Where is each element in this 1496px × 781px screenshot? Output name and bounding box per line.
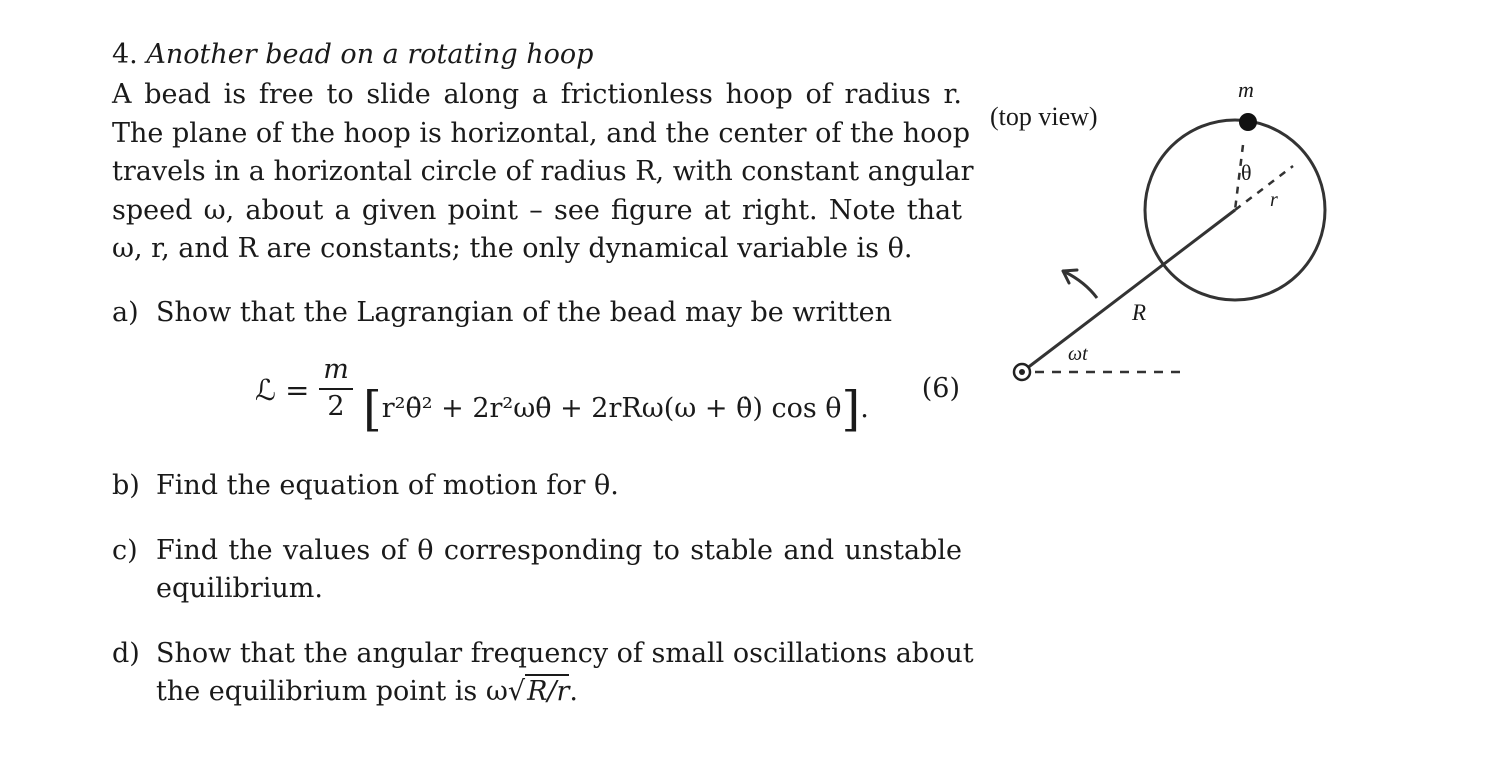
open-bracket: [ bbox=[363, 381, 382, 437]
pivot-center bbox=[1019, 369, 1025, 375]
part-text-line: Find the values of θ corresponding to stable and unstable bbox=[156, 535, 962, 566]
small-r-label: r bbox=[1270, 189, 1278, 211]
part-label: d) bbox=[112, 638, 140, 669]
problem-number: 4. bbox=[112, 39, 138, 70]
equation-body bbox=[363, 373, 869, 437]
equation-fraction bbox=[319, 355, 353, 421]
part-text: Find the equation of motion for θ. bbox=[156, 470, 619, 501]
statement-line: The plane of the hoop is horizontal, and the center of the hoop bbox=[112, 117, 970, 149]
problem-statement bbox=[112, 76, 974, 269]
part-text: Show that the Lagrangian of the bead may be written bbox=[156, 297, 893, 328]
theta-label: θ bbox=[1241, 160, 1252, 185]
problem-title bbox=[112, 37, 593, 73]
statement-line: ω, r, and R are constants; the only dynamical variable is θ. bbox=[112, 233, 913, 264]
statement-line: travels in a horizontal circle of radius R, with constant angular bbox=[112, 156, 974, 187]
rotation-arrow-icon bbox=[1065, 272, 1097, 298]
part-text-line: Show that the angular frequency of small oscillations about bbox=[156, 638, 974, 669]
part-label: b) bbox=[112, 470, 140, 501]
lagrangian-equation bbox=[255, 355, 960, 435]
top-view-caption: (top view) bbox=[990, 102, 1098, 131]
part-text-suffix: . bbox=[569, 676, 578, 707]
statement-line: A bead is free to slide along a frictionless hoop of radius r. bbox=[112, 79, 962, 110]
equation-number: (6) bbox=[921, 373, 960, 404]
equation-lhs: ℒ = bbox=[255, 373, 310, 407]
big-R-label: R bbox=[1132, 300, 1147, 325]
equation-period: . bbox=[860, 393, 869, 424]
part-text-prefix: the equilibrium point is ω bbox=[156, 676, 508, 707]
part-label: c) bbox=[112, 535, 138, 566]
sqrt-sign: √ bbox=[507, 676, 526, 707]
mass-label: m bbox=[1238, 77, 1254, 102]
fraction-bar bbox=[319, 388, 353, 390]
fraction-numerator: m bbox=[323, 354, 349, 385]
equation-terms: r²θ̇² + 2r²ωθ̇ + 2rRω(ω + θ̇) cos θ bbox=[381, 393, 842, 424]
part-text bbox=[156, 532, 962, 608]
part-label: a) bbox=[112, 297, 139, 328]
part-text-line: equilibrium. bbox=[156, 573, 323, 604]
bead-dot bbox=[1239, 113, 1257, 131]
part-text bbox=[156, 635, 974, 711]
fraction-denominator: 2 bbox=[327, 391, 345, 422]
statement-line: speed ω, about a given point – see figure at right. Note that bbox=[112, 194, 962, 226]
problem-title-text: Another bead on a rotating hoop bbox=[146, 39, 594, 70]
part-text-line bbox=[156, 673, 962, 711]
hoop-diagram bbox=[985, 70, 1345, 390]
close-bracket: ] bbox=[841, 381, 861, 437]
omega-t-label: ωt bbox=[1068, 343, 1088, 365]
radius-R-arm bbox=[1022, 210, 1235, 372]
sqrt-content: R/r bbox=[527, 676, 570, 707]
